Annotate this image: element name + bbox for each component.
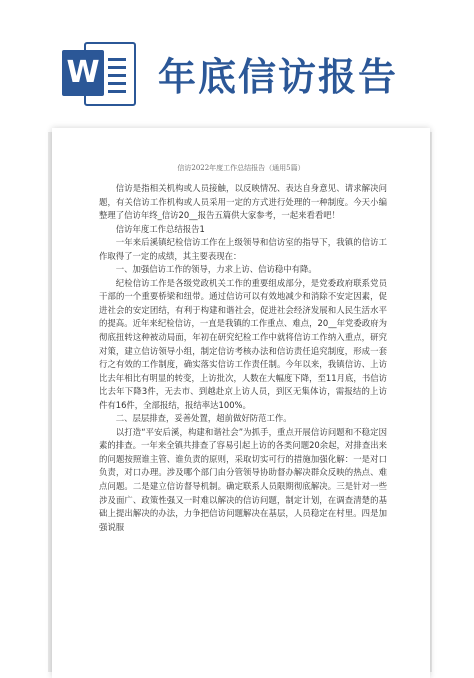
paragraph: 以打造“平安后溪，构建和谐社会”为抓手，重点开展信访问题和不稳定因素的排查。一年来全镇共排查了容易引起上访的各类问题20余起，对排查出来的问题按照谁主管、谁负责的原则，采取切实可行的措施加强化解：一是对口负责，对口办理。涉及哪个部门由分管领导协助督办解决群众反映的热点、难点问题。二是建立信访督导机制。确定联系人员限期彻底解决。三是针对一些涉及面广、政策性强又一时难以解决的信访问题，制定计划，在调查清楚的基础上提出解决的办法，力争把信访问题解决在基层，人员稳定在村里。四是加强说服 [99,426,387,532]
document-page [52,128,430,678]
paragraph: 纪检信访工作是各级党政机关工作的重要组成部分，是党委政府联系党员干部的一个重要桥梁和纽带。通过信访可以有效地减少和消除不安定因素，促进社会的安定团结，有利于构建和谐社会，促进社会经济发展和人民生活水平的提高。近年来纪检信访，一直是我镇的工作重点、难点，20__年党委政府为彻底扭转这种被动局面，年初在研究纪检工作中就将信访工作纳入重点，研究对策，建立信访领导小组，制定信访考核办法和信访责任追究制度，形成一套行之有效的工作制度，确实落实信访工作责任制。今年以来，我镇信访、上访比去年相比有明显的转变，上访批次，人数在大幅度下降，至11月底，书信访比去年下降3件，无去市、到越赴京上访人员，到区无集体访，需报结的上访件有16件，全部报结，报结率达100%。 [99,277,387,410]
banner-title: 年底信访报告 [158,55,399,99]
word-document-icon [62,38,136,108]
paragraph: 信访是指相关机构或人员接触，以反映情况、表达自身意见、请求解决问题，有关信访工作机构或人员采用一定的方式进行处理的一种制度。今天小编整理了信访年终_信访20__报告五篇供大家参考，一起来看看吧！ [99,183,387,221]
document-line [108,58,126,61]
document-body [99,182,387,534]
document-line [108,74,126,77]
document-line [108,90,126,93]
paragraph: 一年来后溪镇纪检信访工作在上级领导和信访室的指导下，我镇的信访工作取得了一定的成绩，其主要表现在： [99,237,387,261]
document-line [108,82,126,85]
word-letter-badge: W [62,50,104,96]
document-line [108,66,126,69]
section-heading: 二、层层排查，妥善处置，超前做好防范工作。 [115,413,292,424]
section-heading: 一、加强信访工作的领导，力求上访、信访稳中有降。 [115,264,317,275]
section-heading: 信访年度工作总结报告1 [115,223,205,234]
document-title: 信访2022年度工作总结报告（通用5篇） [177,164,305,172]
